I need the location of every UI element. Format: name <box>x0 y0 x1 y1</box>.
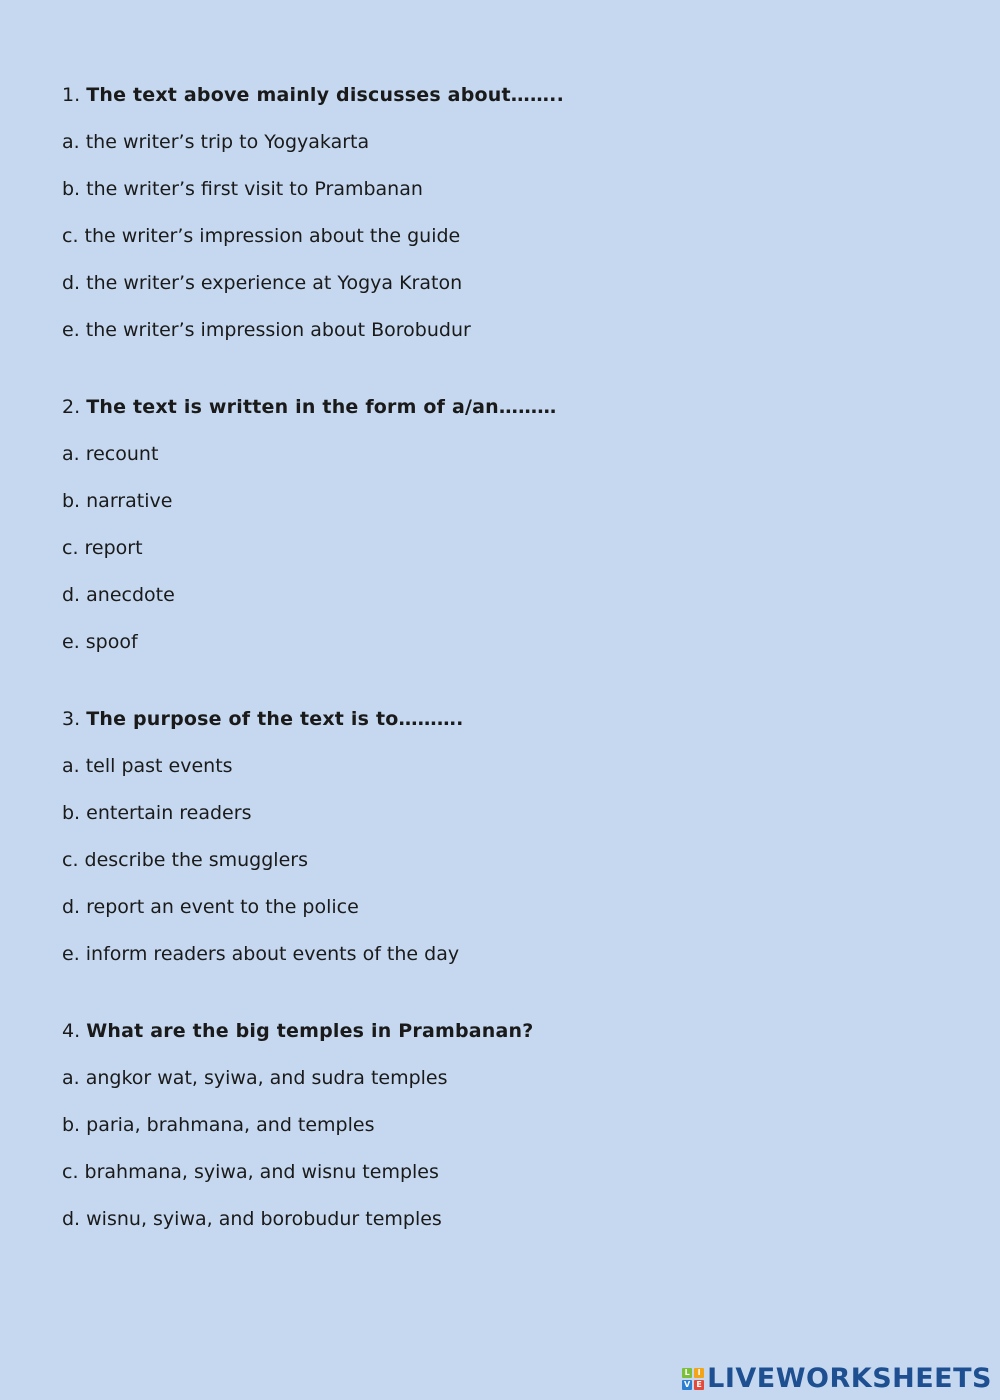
question-4 <box>62 1016 942 1234</box>
liveworksheets-brand <box>682 1363 992 1394</box>
question-stem: The purpose of the text is to………. <box>86 708 464 730</box>
answer-option-3e[interactable]: e. inform readers about events of the day <box>62 943 460 965</box>
answer-option-1c[interactable]: c. the writer’s impression about the guide <box>62 225 461 247</box>
answer-option-1a[interactable]: a. the writer’s trip to Yogyakarta <box>62 131 370 153</box>
question-stem: The text above mainly discusses about…….. <box>86 84 564 106</box>
answer-option-3d[interactable]: d. report an event to the police <box>62 896 359 918</box>
answer-option-2e[interactable]: e. spoof <box>62 631 138 653</box>
answer-option-1d[interactable]: d. the writer’s experience at Yogya Kraton <box>62 272 463 294</box>
answer-option-1e[interactable]: e. the writer’s impression about Borobudur <box>62 319 471 341</box>
logo-letter: V <box>684 1380 691 1389</box>
question-3 <box>62 704 942 969</box>
question-stem: The text is written in the form of a/an……… <box>86 396 557 418</box>
logo-letter: I <box>694 1368 704 1378</box>
question-2-line <box>62 392 942 422</box>
brand-name: LIVEWORKSHEETS <box>707 1363 992 1394</box>
question-1-line <box>62 80 942 110</box>
question-number: 2. <box>62 396 81 418</box>
answer-option-2b[interactable]: b. narrative <box>62 490 173 512</box>
answer-option-3a[interactable]: a. tell past events <box>62 755 233 777</box>
question-number: 4. <box>62 1020 81 1042</box>
question-number: 1. <box>62 84 81 106</box>
question-4-line <box>62 1016 942 1046</box>
question-2 <box>62 392 942 657</box>
question-number: 3. <box>62 708 81 730</box>
answer-option-4d[interactable]: d. wisnu, syiwa, and borobudur temples <box>62 1208 442 1230</box>
question-stem: What are the big temples in Prambanan? <box>86 1020 534 1042</box>
answer-option-2d[interactable]: d. anecdote <box>62 584 175 606</box>
question-1 <box>62 80 942 345</box>
answer-option-1b[interactable]: b. the writer’s first visit to Prambanan <box>62 178 423 200</box>
answer-option-3c[interactable]: c. describe the smugglers <box>62 849 308 871</box>
answer-option-2a[interactable]: a. recount <box>62 443 159 465</box>
answer-option-3b[interactable]: b. entertain readers <box>62 802 252 824</box>
answer-option-2c[interactable]: c. report <box>62 537 143 559</box>
logo-letter: L <box>682 1368 692 1378</box>
answer-option-4b[interactable]: b. paria, brahmana, and temples <box>62 1114 375 1136</box>
logo-letter: E <box>694 1380 704 1390</box>
worksheet <box>62 80 942 1281</box>
answer-option-4a[interactable]: a. angkor wat, syiwa, and sudra temples <box>62 1067 448 1089</box>
answer-option-4c[interactable]: c. brahmana, syiwa, and wisnu temples <box>62 1161 439 1183</box>
liveworksheets-logo-icon <box>682 1368 704 1390</box>
question-3-line <box>62 704 942 734</box>
